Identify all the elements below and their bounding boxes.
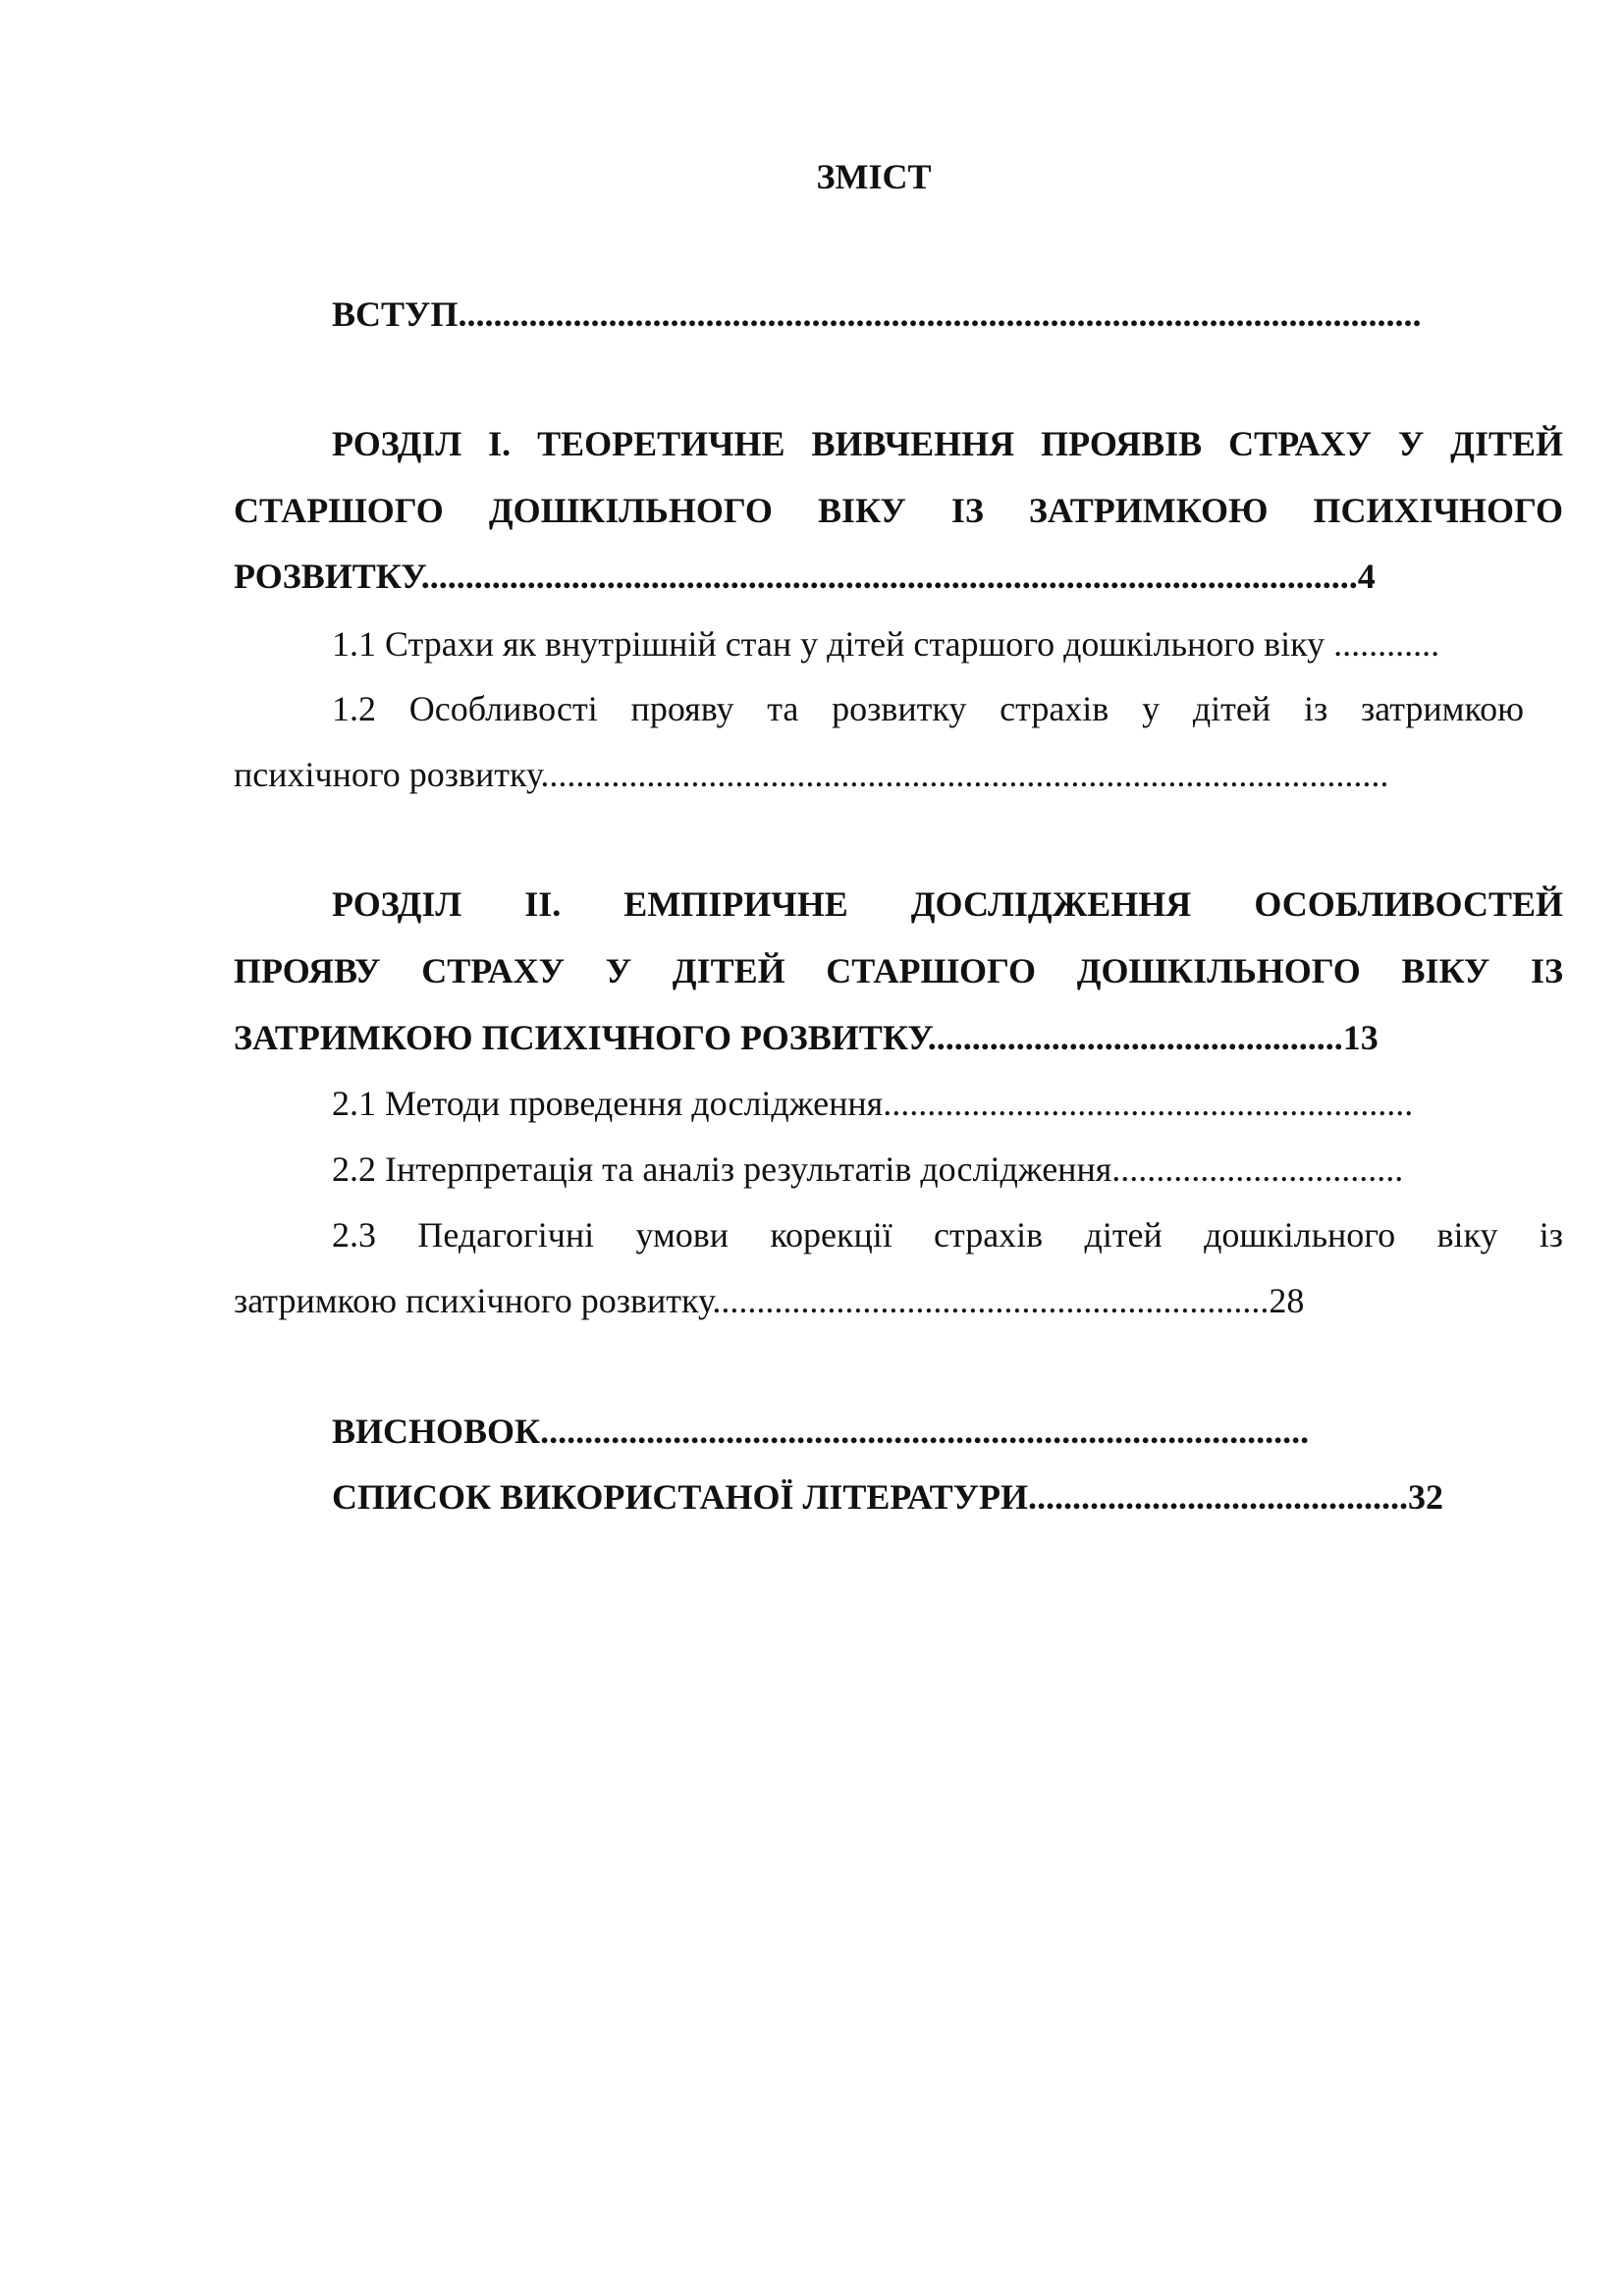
toc-section-2-3-line1: 2.3 Педагогічні умови корекції страхів дітей дошкільного віку із xyxy=(332,1215,1563,1255)
toc-chapter1-line2: СТАРШОГО ДОШКІЛЬНОГО ВІКУ ІЗ ЗАТРИМКОЮ ПСИХІЧНОГО xyxy=(234,491,1563,530)
toc-section-1-2-line2: психічного розвитку................................................................................................ xyxy=(234,755,1389,794)
toc-references: СПИСОК ВИКОРИСТАНОЇ ЛІТЕРАТУРИ...........................................32 xyxy=(332,1477,1444,1517)
toc-chapter1-line3: РОЗВИТКУ..........................................................................................................4 xyxy=(234,557,1376,596)
toc-conclusion: ВИСНОВОК....................................................................................... xyxy=(332,1412,1310,1451)
toc-section-2-2: 2.2 Інтерпретація та аналіз результатів дослідження................................. xyxy=(332,1149,1404,1189)
toc-section-1-2-line1: 1.2 Особливості прояву та розвитку страхів у дітей із затримкою xyxy=(332,689,1524,728)
toc-chapter2-line1: РОЗДІЛ ІІ. ЕМПІРИЧНЕ ДОСЛІДЖЕННЯ ОСОБЛИВОСТЕЙ xyxy=(332,884,1563,924)
toc-chapter2-line2: ПРОЯВУ СТРАХУ У ДІТЕЙ СТАРШОГО ДОШКІЛЬНОГО ВІКУ ІЗ xyxy=(234,951,1563,990)
toc-section-1-1: 1.1 Страхи як внутрішній стан у дітей старшого дошкільного віку ............ xyxy=(332,624,1440,664)
toc-section-2-1: 2.1 Методи проведення дослідження............................................................ xyxy=(332,1084,1414,1123)
toc-section-2-3-line2: затримкою психічного розвитку...............................................................28 xyxy=(234,1281,1305,1320)
toc-chapter1-line1: РОЗДІЛ І. ТЕОРЕТИЧНЕ ВИВЧЕННЯ ПРОЯВІВ СТРАХУ У ДІТЕЙ xyxy=(332,424,1563,463)
toc-intro: ВСТУП............................................................................................................. xyxy=(332,294,1422,334)
page-title: ЗМІСТ xyxy=(816,157,932,196)
toc-chapter2-line3: ЗАТРИМКОЮ ПСИХІЧНОГО РОЗВИТКУ...............................................13 xyxy=(234,1018,1379,1057)
